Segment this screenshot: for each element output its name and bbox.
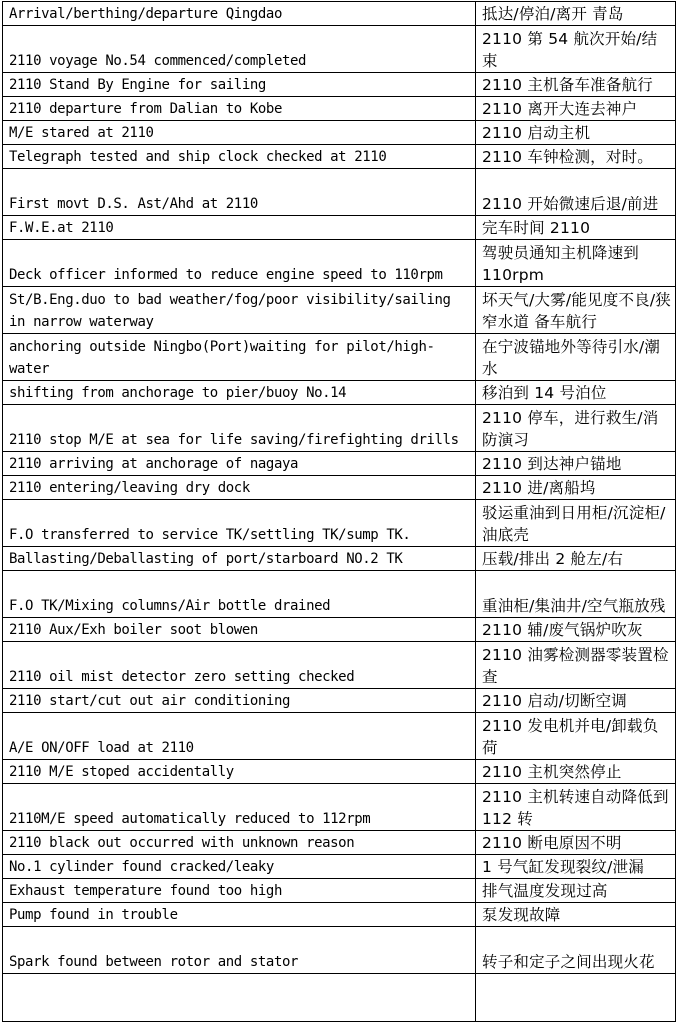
- table-row: [3, 97, 676, 121]
- table-row: [3, 216, 676, 240]
- table-row: [3, 831, 676, 855]
- table-row: [3, 903, 676, 927]
- chinese-cell: 2110 辅/废气锅炉吹灰: [476, 618, 676, 642]
- table-row: [3, 2, 676, 26]
- table-row-empty: [3, 974, 676, 1022]
- english-cell: No.1 cylinder found cracked/leaky: [3, 855, 476, 879]
- chinese-cell: 抵达/停泊/离开 青岛: [476, 2, 676, 26]
- english-cell: Arrival/berthing/departure Qingdao: [3, 2, 476, 26]
- table-row: [3, 169, 676, 216]
- chinese-cell: 2110 发电机并电/卸载负荷: [476, 713, 676, 760]
- chinese-cell: 2110 停车，进行救生/消防演习: [476, 405, 676, 452]
- chinese-cell: 2110 断电原因不明: [476, 831, 676, 855]
- english-cell: shifting from anchorage to pier/buoy No.14: [3, 381, 476, 405]
- english-cell: 2110M/E speed automatically reduced to 112rpm: [3, 784, 476, 831]
- chinese-cell: 2110 主机转速自动降低到 112 转: [476, 784, 676, 831]
- table-row: [3, 452, 676, 476]
- english-cell: 2110 start/cut out air conditioning: [3, 689, 476, 713]
- table-row: [3, 855, 676, 879]
- english-cell: Telegraph tested and ship clock checked at 2110: [3, 145, 476, 169]
- chinese-cell: 1 号气缸发现裂纹/泄漏: [476, 855, 676, 879]
- english-cell: 2110 departure from Dalian to Kobe: [3, 97, 476, 121]
- english-cell: St/B.Eng.duo to bad weather/fog/poor visibility/sailing in narrow waterway: [3, 287, 476, 334]
- table-row: [3, 618, 676, 642]
- english-cell: Spark found between rotor and stator: [3, 927, 476, 974]
- table-row: [3, 760, 676, 784]
- english-cell: 2110 stop M/E at sea for life saving/firefighting drills: [3, 405, 476, 452]
- table-row: [3, 381, 676, 405]
- chinese-cell: 驾驶员通知主机降速到 110rpm: [476, 240, 676, 287]
- chinese-cell: 转子和定子之间出现火花: [476, 927, 676, 974]
- english-cell: M/E stared at 2110: [3, 121, 476, 145]
- chinese-cell: [476, 974, 676, 1022]
- english-cell: 2110 black out occurred with unknown reason: [3, 831, 476, 855]
- english-cell: 2110 Stand By Engine for sailing: [3, 73, 476, 97]
- chinese-cell: 重油柜/集油井/空气瓶放残: [476, 571, 676, 618]
- table-row: [3, 287, 676, 334]
- english-cell: Exhaust temperature found too high: [3, 879, 476, 903]
- english-cell: F.O transferred to service TK/settling TK/sump TK.: [3, 500, 476, 547]
- chinese-cell: 2110 第 54 航次开始/结束: [476, 26, 676, 73]
- english-cell: A/E ON/OFF load at 2110: [3, 713, 476, 760]
- table-row: [3, 642, 676, 689]
- table-row: [3, 879, 676, 903]
- chinese-cell: 坏天气/大雾/能见度不良/狭窄水道 备车航行: [476, 287, 676, 334]
- english-cell: anchoring outside Ningbo(Port)waiting for pilot/high-water: [3, 334, 476, 381]
- table-row: [3, 500, 676, 547]
- table-row: [3, 713, 676, 760]
- chinese-cell: 2110 主机备车准备航行: [476, 73, 676, 97]
- english-cell: 2110 Aux/Exh boiler soot blowen: [3, 618, 476, 642]
- english-cell: F.O TK/Mixing columns/Air bottle drained: [3, 571, 476, 618]
- table-row: [3, 26, 676, 73]
- chinese-cell: 2110 开始微速后退/前进: [476, 169, 676, 216]
- english-cell: First movt D.S. Ast/Ahd at 2110: [3, 169, 476, 216]
- table-row: [3, 547, 676, 571]
- english-cell: Ballasting/Deballasting of port/starboard NO.2 TK: [3, 547, 476, 571]
- english-cell: 2110 voyage No.54 commenced/completed: [3, 26, 476, 73]
- chinese-cell: 在宁波锚地外等待引水/潮水: [476, 334, 676, 381]
- english-cell: 2110 arriving at anchorage of nagaya: [3, 452, 476, 476]
- table-row: [3, 927, 676, 974]
- chinese-cell: 2110 启动主机: [476, 121, 676, 145]
- chinese-cell: 2110 油雾检测器零装置检查: [476, 642, 676, 689]
- english-cell: 2110 M/E stoped accidentally: [3, 760, 476, 784]
- chinese-cell: 泵发现故障: [476, 903, 676, 927]
- english-cell: F.W.E.at 2110: [3, 216, 476, 240]
- table-row: [3, 476, 676, 500]
- chinese-cell: 2110 离开大连去神户: [476, 97, 676, 121]
- english-cell: Pump found in trouble: [3, 903, 476, 927]
- chinese-cell: 2110 到达神户锚地: [476, 452, 676, 476]
- chinese-cell: 完车时间 2110: [476, 216, 676, 240]
- english-cell: 2110 entering/leaving dry dock: [3, 476, 476, 500]
- english-cell: Deck officer informed to reduce engine speed to 110rpm: [3, 240, 476, 287]
- glossary-table: [2, 1, 676, 1022]
- table-row: [3, 145, 676, 169]
- english-cell: 2110 oil mist detector zero setting checked: [3, 642, 476, 689]
- table-row: [3, 121, 676, 145]
- table-row: [3, 73, 676, 97]
- table-row: [3, 405, 676, 452]
- chinese-cell: 移泊到 14 号泊位: [476, 381, 676, 405]
- table-row: [3, 784, 676, 831]
- chinese-cell: 2110 车钟检测，对时。: [476, 145, 676, 169]
- chinese-cell: 压载/排出 2 舱左/右: [476, 547, 676, 571]
- table-row: [3, 689, 676, 713]
- chinese-cell: 排气温度发现过高: [476, 879, 676, 903]
- chinese-cell: 2110 启动/切断空调: [476, 689, 676, 713]
- table-row: [3, 334, 676, 381]
- table-row: [3, 571, 676, 618]
- chinese-cell: 驳运重油到日用柜/沉淀柜/油底壳: [476, 500, 676, 547]
- chinese-cell: 2110 进/离船坞: [476, 476, 676, 500]
- english-cell: [3, 974, 476, 1022]
- table-row: [3, 240, 676, 287]
- chinese-cell: 2110 主机突然停止: [476, 760, 676, 784]
